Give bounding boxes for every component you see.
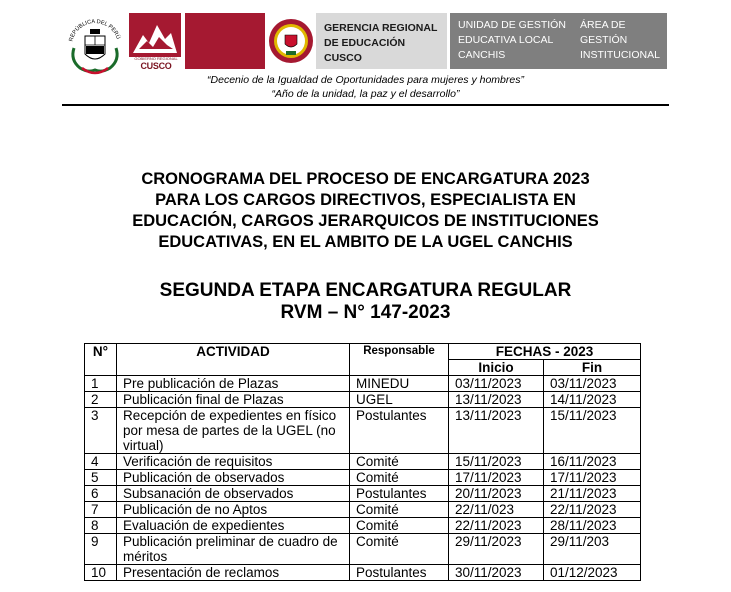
cell-responsable: MINEDU (350, 376, 449, 392)
cell-fin: 03/11/2023 (544, 376, 641, 392)
cell-responsable: Comité (350, 534, 449, 565)
title-line: EDUCATIVAS, EN EL AMBITO DE LA UGEL CANCHIS (158, 233, 573, 251)
cell-fin: 21/11/2023 (544, 486, 641, 502)
schedule-table (84, 343, 641, 581)
cell-actividad: Presentación de reclamos (117, 565, 350, 581)
cell-responsable: Postulantes (350, 486, 449, 502)
subtitle-line: SEGUNDA ETAPA ENCARGATURA REGULAR (159, 280, 572, 301)
cell-inicio: 29/11/2023 (449, 534, 544, 565)
document-subtitle (60, 280, 671, 324)
cell-num: 5 (85, 470, 117, 486)
header-num: N° (85, 344, 117, 376)
cell-num: 10 (85, 565, 117, 581)
cell-actividad: Subsanación de observados (117, 486, 350, 502)
cell-num: 7 (85, 502, 117, 518)
header-divider (62, 104, 669, 106)
cell-actividad: Publicación de observados (117, 470, 350, 486)
cell-responsable: Comité (350, 454, 449, 470)
table-row (85, 502, 641, 518)
cell-num: 4 (85, 454, 117, 470)
table-row (85, 518, 641, 534)
cell-inicio: 03/11/2023 (449, 376, 544, 392)
area-line: ÁREA DE (580, 19, 626, 31)
cusco-logo-text: CUSCO (140, 61, 172, 71)
cell-num: 8 (85, 518, 117, 534)
title-line: PARA LOS CARGOS DIRECTIVOS, ESPECIALISTA EN (155, 191, 576, 209)
table-row (85, 486, 641, 502)
cell-inicio: 30/11/2023 (449, 565, 544, 581)
table-row (85, 565, 641, 581)
gerencia-line: CUSCO (324, 52, 362, 64)
cell-fin: 15/11/2023 (544, 408, 641, 454)
cell-responsable: Postulantes (350, 408, 449, 454)
header-responsable: Responsable (350, 344, 449, 376)
header-inicio: Inicio (449, 360, 544, 376)
cell-fin: 28/11/2023 (544, 518, 641, 534)
table-row (85, 454, 641, 470)
gerencia-line: GERENCIA REGIONAL (324, 22, 438, 34)
table-row (85, 392, 641, 408)
subtitle-line: RVM – N° 147-2023 (280, 302, 451, 323)
area-line: GESTIÓN (580, 34, 628, 46)
cell-actividad: Pre publicación de Plazas (117, 376, 350, 392)
table-row (85, 376, 641, 392)
header-actividad: ACTIVIDAD (117, 344, 350, 376)
cell-inicio: 17/11/2023 (449, 470, 544, 486)
cell-inicio: 13/11/2023 (449, 392, 544, 408)
gerencia-seal-icon (266, 13, 316, 69)
cell-responsable: Comité (350, 470, 449, 486)
cell-responsable: Comité (350, 518, 449, 534)
cell-num: 3 (85, 408, 117, 454)
cell-fin: 14/11/2023 (544, 392, 641, 408)
cell-responsable: Comité (350, 502, 449, 518)
cell-inicio: 22/11/2023 (449, 518, 544, 534)
cell-fin: 17/11/2023 (544, 470, 641, 486)
gerencia-regional-box (316, 13, 447, 69)
cell-actividad: Publicación final de Plazas (117, 392, 350, 408)
red-banner-block (185, 13, 265, 69)
cell-inicio: 13/11/2023 (449, 408, 544, 454)
cell-fin: 16/11/2023 (544, 454, 641, 470)
cell-fin: 29/11/203 (544, 534, 641, 565)
title-line: EDUCACIÓN, CARGOS JERARQUICOS DE INSTITUCIONES (132, 212, 599, 230)
cell-actividad: Evaluación de expedientes (117, 518, 350, 534)
cell-actividad: Verificación de requisitos (117, 454, 350, 470)
peru-coat-of-arms-icon (64, 12, 126, 78)
cell-actividad: Publicación de no Aptos (117, 502, 350, 518)
cell-responsable: UGEL (350, 392, 449, 408)
cell-responsable: Postulantes (350, 565, 449, 581)
ugel-box (450, 13, 667, 69)
cell-num: 9 (85, 534, 117, 565)
title-line: CRONOGRAMA DEL PROCESO DE ENCARGATURA 2023 (141, 170, 590, 188)
area-line: INSTITUCIONAL (580, 49, 660, 61)
ugel-line: EDUCATIVA LOCAL (458, 34, 554, 46)
cell-num: 6 (85, 486, 117, 502)
ugel-line: CANCHIS (458, 49, 506, 61)
year-slogan: “Año de la unidad, la paz y el desarrollo” (271, 88, 460, 100)
cell-fin: 01/12/2023 (544, 565, 641, 581)
cell-actividad: Recepción de expedientes en físico por mesa de partes de la UGEL (no virtual) (117, 408, 350, 454)
letterhead (0, 0, 731, 110)
cell-inicio: 15/11/2023 (449, 454, 544, 470)
table-row (85, 534, 641, 565)
table-row (85, 470, 641, 486)
gerencia-line: DE EDUCACIÓN (324, 37, 406, 49)
cell-num: 2 (85, 392, 117, 408)
cell-inicio: 22/11/023 (449, 502, 544, 518)
peru-seal-text: REPÚBLICA DEL PERÚ (68, 18, 121, 43)
cell-actividad: Publicación preliminar de cuadro de méritos (117, 534, 350, 565)
cell-inicio: 20/11/2023 (449, 486, 544, 502)
cusco-logo-small-text: GOBIERNO REGIONAL (134, 56, 178, 61)
cell-fin: 22/11/2023 (544, 502, 641, 518)
cell-num: 1 (85, 376, 117, 392)
header-fin: Fin (544, 360, 641, 376)
decenio-slogan: “Decenio de la Igualdad de Oportunidades para mujeres y hombres” (207, 74, 524, 86)
ugel-line: UNIDAD DE GESTIÓN (458, 19, 566, 31)
header-fechas: FECHAS - 2023 (449, 344, 641, 360)
table-row (85, 408, 641, 454)
document-title (60, 169, 671, 253)
